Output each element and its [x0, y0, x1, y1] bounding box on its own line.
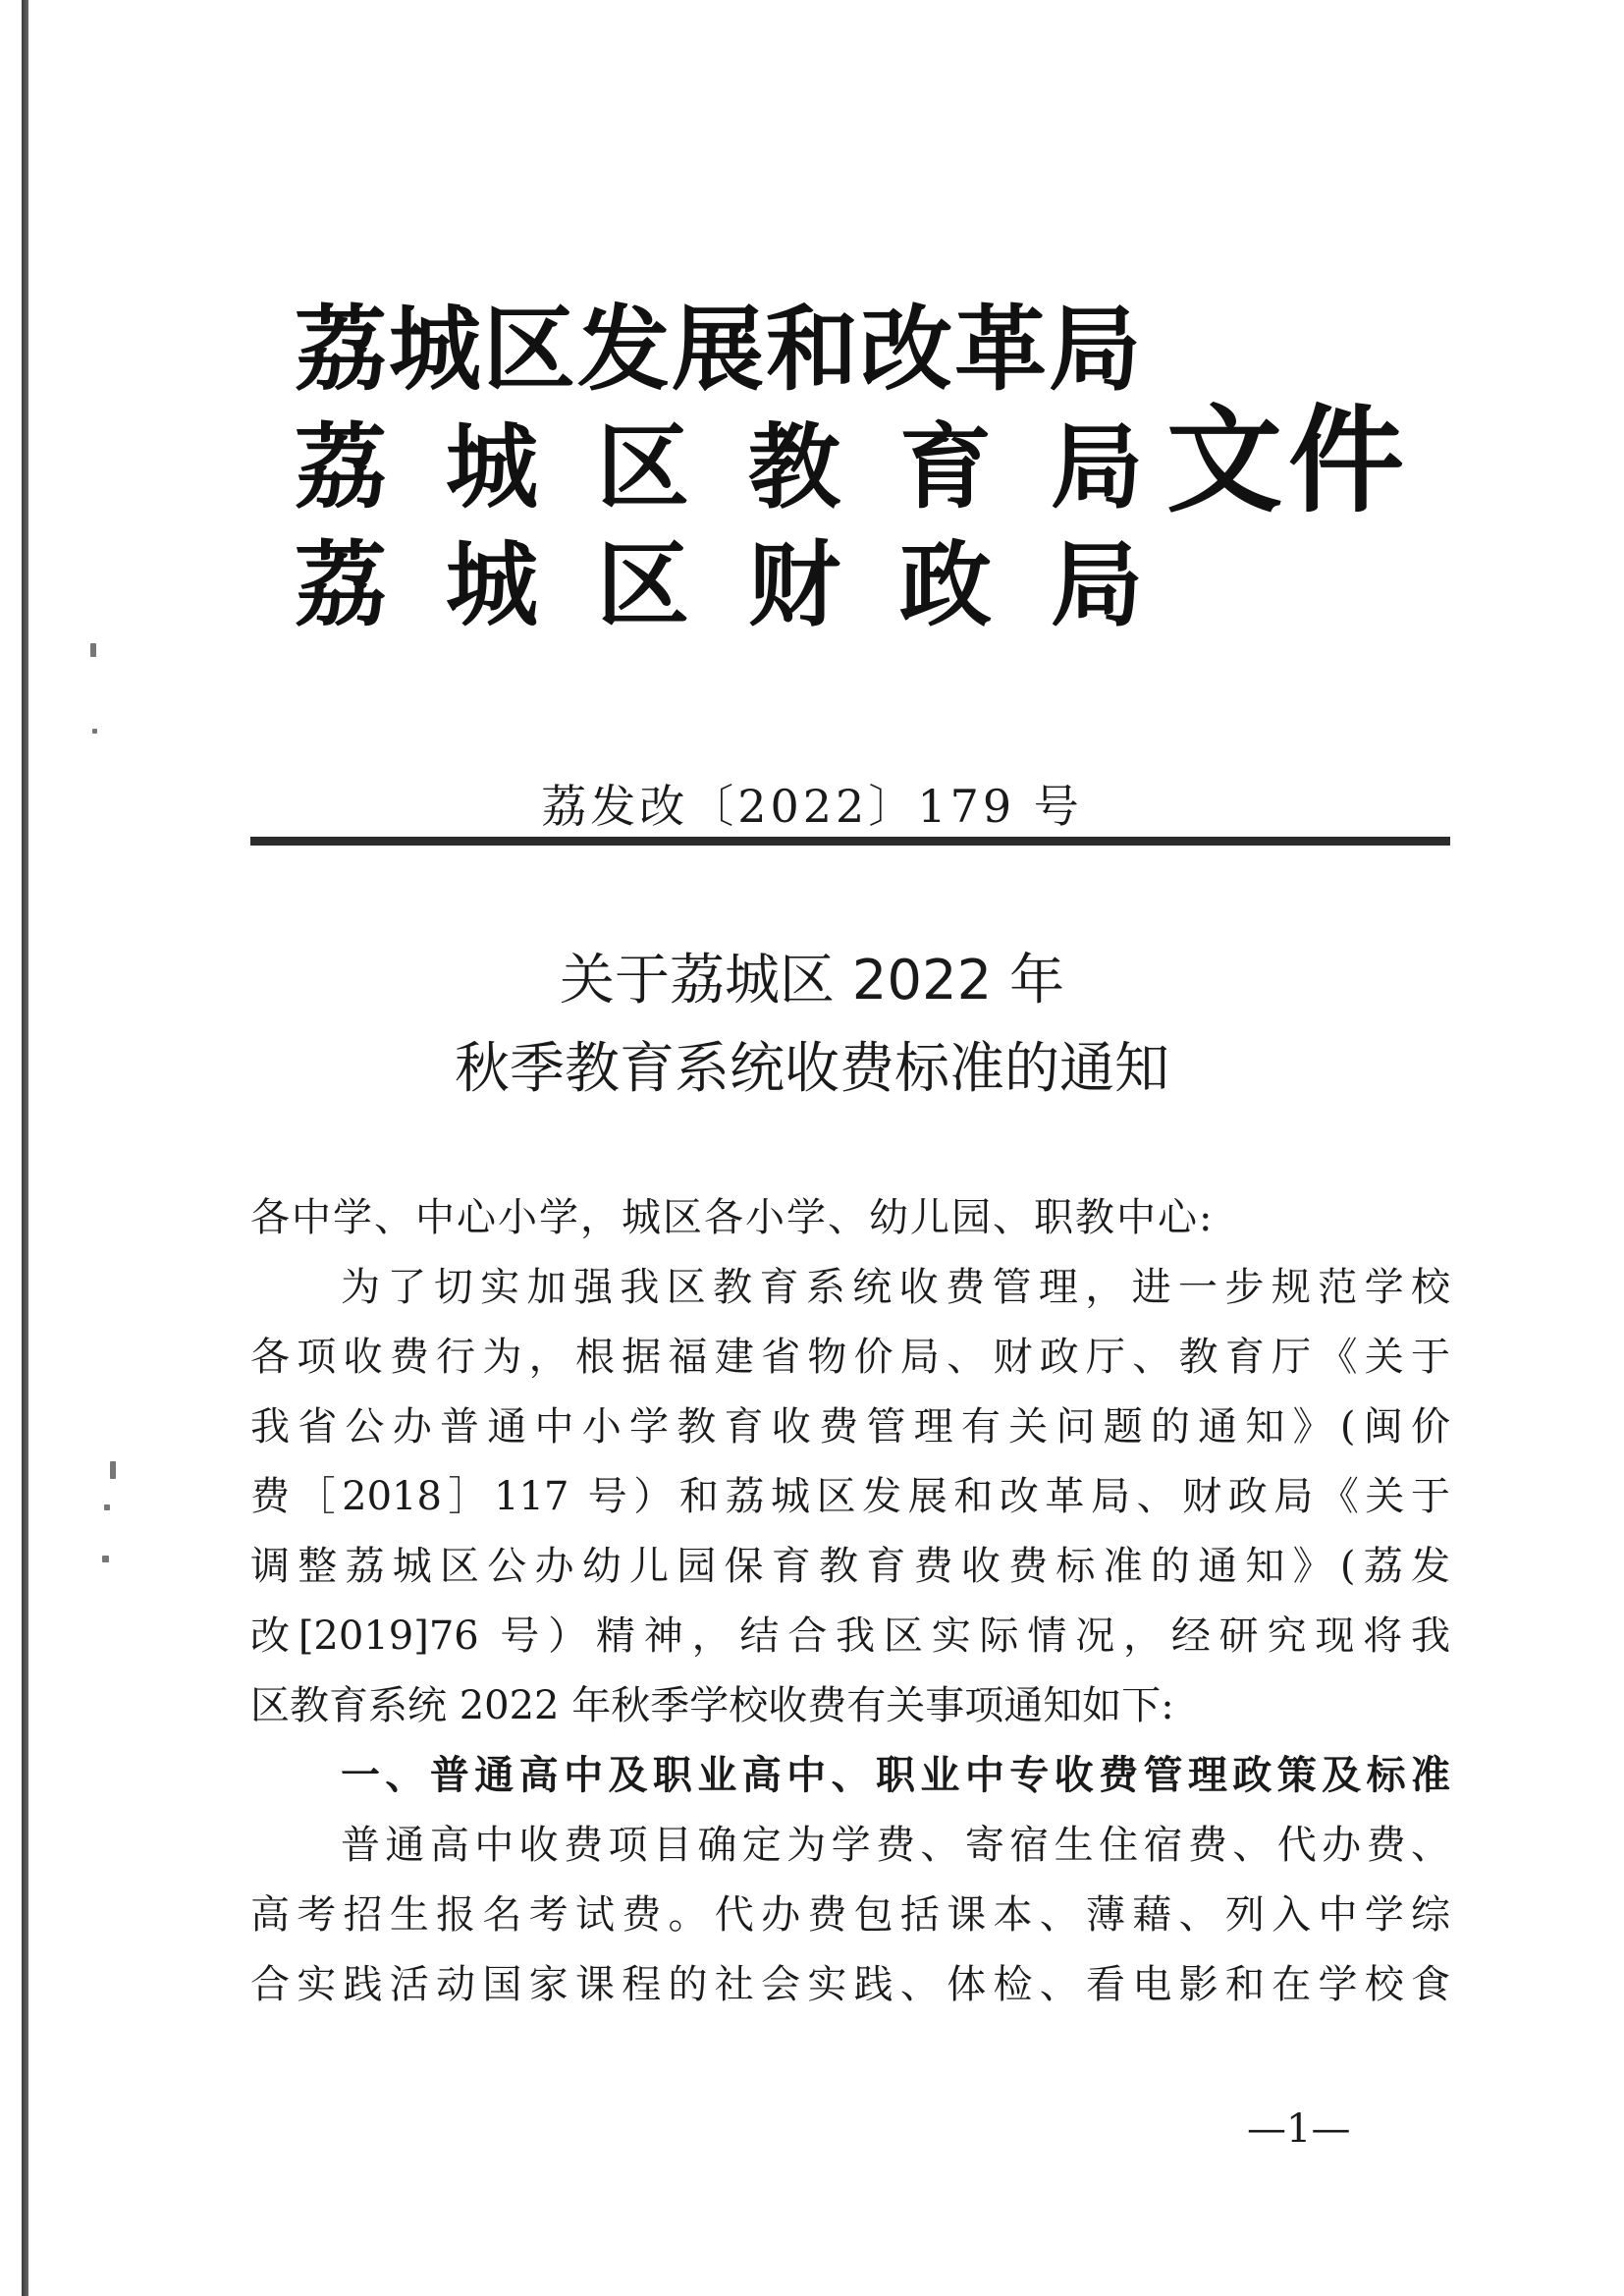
paragraph-1-line: 我省公办普通中小学教育收费管理有关问题的通知》(闽价 — [250, 1404, 1450, 1449]
section-heading-1: 一、普通高中及职业高中、职业中专收费管理政策及标准 — [341, 1753, 1450, 1798]
paragraph-2-line: 高考招生报名考试费。代办费包括课本、薄藉、列入中学综 — [250, 1892, 1450, 1938]
scan-binding-edge — [22, 0, 28, 2296]
paragraph-2-line: 普通高中收费项目确定为学费、寄宿生住宿费、代办费、 — [341, 1823, 1450, 1868]
scan-speck — [110, 1461, 116, 1479]
scan-speck — [92, 729, 97, 734]
salutation: 各中学、中心小学，城区各小学、幼儿园、职教中心: — [250, 1195, 1215, 1240]
header-separator-rule — [250, 837, 1450, 846]
scan-speck — [104, 1504, 110, 1510]
document-header — [295, 295, 1424, 648]
paragraph-1-line: 费［2018］117 号）和荔城区发展和改革局、财政局《关于 — [250, 1474, 1450, 1519]
notice-body — [250, 1183, 1450, 2020]
paragraph-1-line: 调整荔城区公办幼儿园保育教育费收费标准的通知》(荔发 — [250, 1544, 1450, 1589]
notice-title-line-1: 关于荔城区 2022 年 — [559, 949, 1065, 1012]
paragraph-1-line: 各项收费行为，根据福建省物价局、财政厅、教育厅《关于 — [250, 1335, 1450, 1380]
notice-title-line-2: 秋季教育系统收费标准的通知 — [455, 1037, 1169, 1101]
paragraph-1-line: 为了切实加强我区教育系统收费管理，进一步规范学校 — [341, 1265, 1450, 1310]
paragraph-1-line: 改[2019]76 号）精神，结合我区实际情况，经研究现将我 — [250, 1613, 1450, 1659]
scan-speck — [90, 643, 96, 657]
scan-speck — [102, 1556, 109, 1562]
paragraph-1-line: 区教育系统 2022 年秋季学校收费有关事项通知如下: — [250, 1683, 1174, 1728]
issuer-education-bureau: 荔城区教育局 — [295, 414, 1203, 521]
paragraph-2-line: 合实践活动国家课程的社会实践、体检、看电影和在学校食 — [250, 1962, 1450, 2007]
document-type-label: 文件 — [1166, 393, 1411, 528]
document-number: 荔发改〔2022〕179 号 — [541, 780, 1083, 833]
issuer-development-reform-bureau: 荔城区发展和改革局 — [295, 297, 1144, 404]
issuer-finance-bureau: 荔城区财政局 — [295, 532, 1203, 639]
page-number: —1— — [1247, 2106, 1351, 2152]
